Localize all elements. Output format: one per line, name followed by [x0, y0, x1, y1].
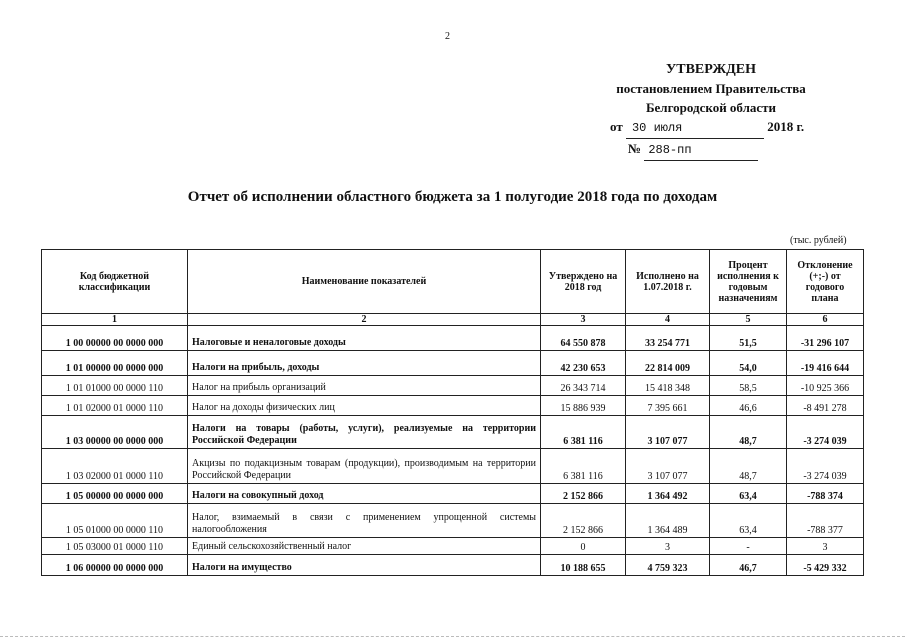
cell-deviation: -3 274 039 — [787, 416, 864, 449]
cell-deviation: -3 274 039 — [787, 449, 864, 484]
cell-code: 1 03 02000 01 0000 110 — [42, 449, 188, 484]
table-row — [42, 326, 864, 351]
cell-executed: 7 395 661 — [626, 396, 710, 416]
header-deviation: Отклонение (+;-) от годового плана — [787, 250, 864, 314]
cell-code: 1 03 00000 00 0000 000 — [42, 416, 188, 449]
approval-date-row — [596, 117, 826, 139]
cell-code: 1 00 00000 00 0000 000 — [42, 326, 188, 351]
cell-executed: 22 814 009 — [626, 351, 710, 376]
cell-name: Налог на доходы физических лиц — [188, 396, 541, 416]
date-prefix: от — [610, 119, 623, 134]
units-note: (тыс. рублей) — [790, 235, 847, 246]
cell-approved: 6 381 116 — [541, 416, 626, 449]
cell-code: 1 01 02000 01 0000 110 — [42, 396, 188, 416]
table-body — [42, 250, 864, 576]
approval-title: УТВЕРЖДЕН — [665, 62, 757, 77]
column-number: 1 — [42, 314, 188, 326]
cell-approved: 2 152 866 — [541, 484, 626, 504]
cell-percent: 46,6 — [710, 396, 787, 416]
cell-percent: 58,5 — [710, 376, 787, 396]
header-percent: Процент исполнения к годовым назначениям — [710, 250, 787, 314]
cell-executed: 3 107 077 — [626, 416, 710, 449]
table-header-row — [42, 250, 864, 314]
approval-number-value: 288-пп — [644, 141, 758, 161]
cell-executed: 15 418 348 — [626, 376, 710, 396]
cell-percent: 63,4 — [710, 484, 787, 504]
page-number: 2 — [445, 31, 450, 42]
cell-name: Налоги на прибыль, доходы — [188, 351, 541, 376]
cell-approved: 42 230 653 — [541, 351, 626, 376]
cell-name: Налог на прибыль организаций — [188, 376, 541, 396]
header-code: Код бюджетной классификации — [42, 250, 188, 314]
cell-code: 1 05 01000 00 0000 110 — [42, 504, 188, 538]
column-number-row — [42, 314, 864, 326]
cell-code: 1 05 00000 00 0000 000 — [42, 484, 188, 504]
cell-approved: 64 550 878 — [541, 326, 626, 351]
column-number: 6 — [787, 314, 864, 326]
cell-approved: 6 381 116 — [541, 449, 626, 484]
cell-executed: 1 364 489 — [626, 504, 710, 538]
column-number: 5 — [710, 314, 787, 326]
cell-percent: 48,7 — [710, 416, 787, 449]
header-approved: Утверждено на 2018 год — [541, 250, 626, 314]
cell-executed: 1 364 492 — [626, 484, 710, 504]
cell-code: 1 01 00000 00 0000 000 — [42, 351, 188, 376]
cell-approved: 10 188 655 — [541, 555, 626, 576]
cell-name: Налоги на имущество — [188, 555, 541, 576]
revenue-report-table — [41, 249, 864, 576]
approval-date-value: 30 июля — [626, 119, 764, 139]
table-row — [42, 449, 864, 484]
cell-approved: 0 — [541, 538, 626, 555]
cell-code: 1 05 03000 01 0000 110 — [42, 538, 188, 555]
cell-deviation: -8 491 278 — [787, 396, 864, 416]
table-row — [42, 376, 864, 396]
cell-name: Налоги на совокупный доход — [188, 484, 541, 504]
cell-approved: 2 152 866 — [541, 504, 626, 538]
cell-name: Акцизы по подакцизным товарам (продукции), производимым на территории Российской Федерации — [188, 449, 541, 484]
cell-percent: 63,4 — [710, 504, 787, 538]
number-prefix: № — [628, 141, 642, 156]
approval-line-1: постановлением Правительства — [616, 81, 806, 96]
cell-deviation: 3 — [787, 538, 864, 555]
column-number: 2 — [188, 314, 541, 326]
table-row — [42, 555, 864, 576]
header-name: Наименование показателей — [188, 250, 541, 314]
cell-executed: 4 759 323 — [626, 555, 710, 576]
cell-code: 1 01 01000 00 0000 110 — [42, 376, 188, 396]
approval-stamp — [596, 60, 826, 161]
cell-approved: 26 343 714 — [541, 376, 626, 396]
cell-deviation: -10 925 366 — [787, 376, 864, 396]
cell-deviation: -788 377 — [787, 504, 864, 538]
cell-executed: 33 254 771 — [626, 326, 710, 351]
approval-number-row — [596, 139, 826, 161]
cell-code: 1 06 00000 00 0000 000 — [42, 555, 188, 576]
cell-deviation: -31 296 107 — [787, 326, 864, 351]
date-suffix: 2018 г. — [767, 119, 805, 134]
cell-percent: 46,7 — [710, 555, 787, 576]
cell-deviation: -5 429 332 — [787, 555, 864, 576]
cell-percent: 51,5 — [710, 326, 787, 351]
cell-approved: 15 886 939 — [541, 396, 626, 416]
table-row — [42, 416, 864, 449]
cell-executed: 3 107 077 — [626, 449, 710, 484]
cell-name: Налог, взимаемый в связи с применением упрощенной системы налогообложения — [188, 504, 541, 538]
cell-name: Налоговые и неналоговые доходы — [188, 326, 541, 351]
cell-executed: 3 — [626, 538, 710, 555]
cell-name: Единый сельскохозяйственный налог — [188, 538, 541, 555]
table-row — [42, 538, 864, 555]
document-title: Отчет об исполнении областного бюджета за 1 полугодие 2018 года по доходам — [187, 189, 718, 205]
approval-line-2: Белгородской области — [645, 100, 777, 115]
scan-edge-line — [0, 636, 905, 637]
cell-name: Налоги на товары (работы, услуги), реализуемые на территории Российской Федерации — [188, 416, 541, 449]
table-row — [42, 396, 864, 416]
cell-percent: 48,7 — [710, 449, 787, 484]
cell-deviation: -19 416 644 — [787, 351, 864, 376]
table-row — [42, 351, 864, 376]
column-number: 3 — [541, 314, 626, 326]
column-number: 4 — [626, 314, 710, 326]
cell-percent: 54,0 — [710, 351, 787, 376]
table-row — [42, 504, 864, 538]
cell-deviation: -788 374 — [787, 484, 864, 504]
cell-percent: - — [710, 538, 787, 555]
table-row — [42, 484, 864, 504]
header-executed: Исполнено на 1.07.2018 г. — [626, 250, 710, 314]
